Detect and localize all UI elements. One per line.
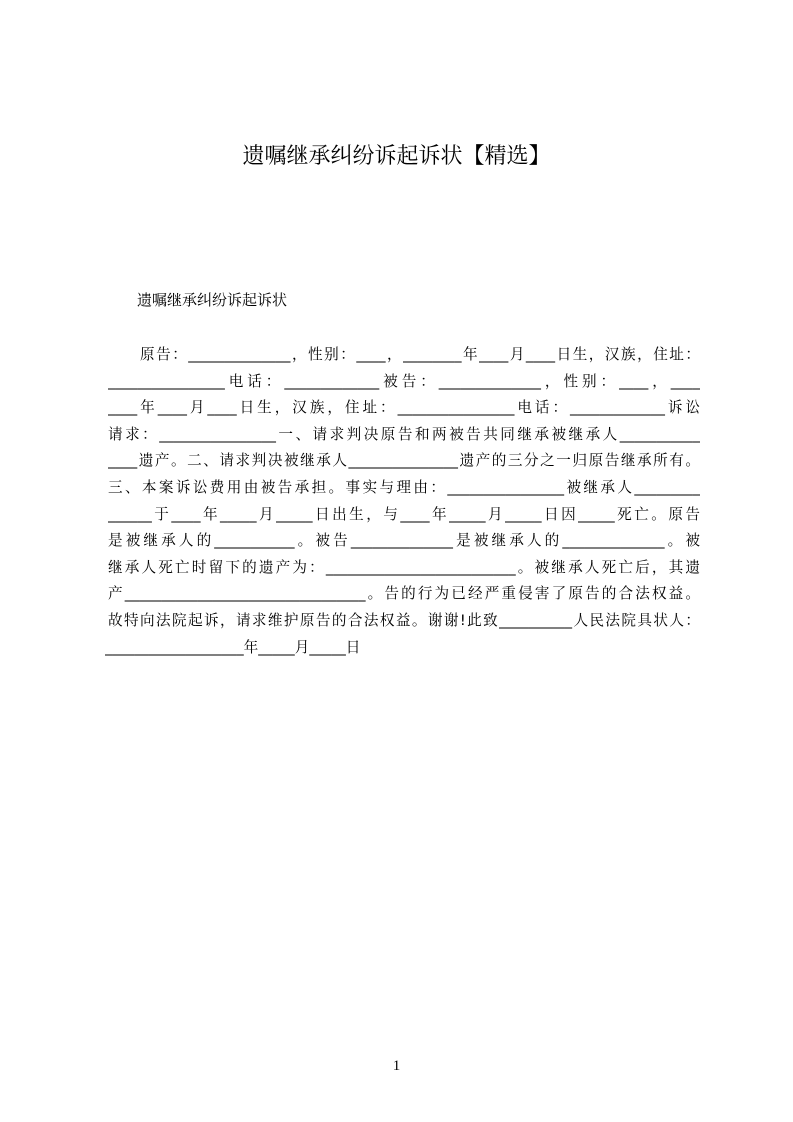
body-line: 请求：________________一、请求判决原告和两被告共同继承被继承人___________ (108, 425, 700, 443)
body-line: 原告：______________，性别：____，________年____月____日生，汉族，住址： (140, 346, 700, 363)
body-line: 故特向法院起诉，请求维护原告的合法权益。谢谢!此致__________人民法院具状人： (108, 611, 700, 629)
body-line: ___________________年_____月_____日 (105, 638, 361, 656)
body-line: ________________电话：_____________被告：______________，性别：____，____ (108, 372, 700, 390)
body-line: 三、本案诉讼费用由被告承担。事实与理由：________________被继承人_________ (108, 478, 700, 496)
body-line: 是被继承人的___________。被告______________是被继承人的______________。被 (108, 532, 700, 550)
body-line: ______于____年_____月_____日出生，与____年_____月_____日因_____死亡。原告 (108, 505, 700, 523)
body-line: ____遗产。二、请求判决被继承人_______________遗产的三分之一归原告继承所有。 (108, 452, 700, 470)
page-number: 1 (392, 1058, 401, 1074)
document-title: 遗嘱继承纠纷诉起诉状【精选】 (242, 144, 551, 169)
body-line: 继承人死亡时留下的遗产为：__________________________。被继承人死亡后，其遗 (108, 558, 700, 576)
body-line: 产_________________________________。告的行为已经严重侵害了原告的合法权益。 (108, 585, 700, 603)
body-line: ____年____月____日生，汉族，住址：________________电话：_____________诉讼 (108, 399, 700, 417)
complaint-heading: 遗嘱继承纠纷诉起诉状 (137, 291, 288, 309)
complaint-body (105, 342, 700, 661)
